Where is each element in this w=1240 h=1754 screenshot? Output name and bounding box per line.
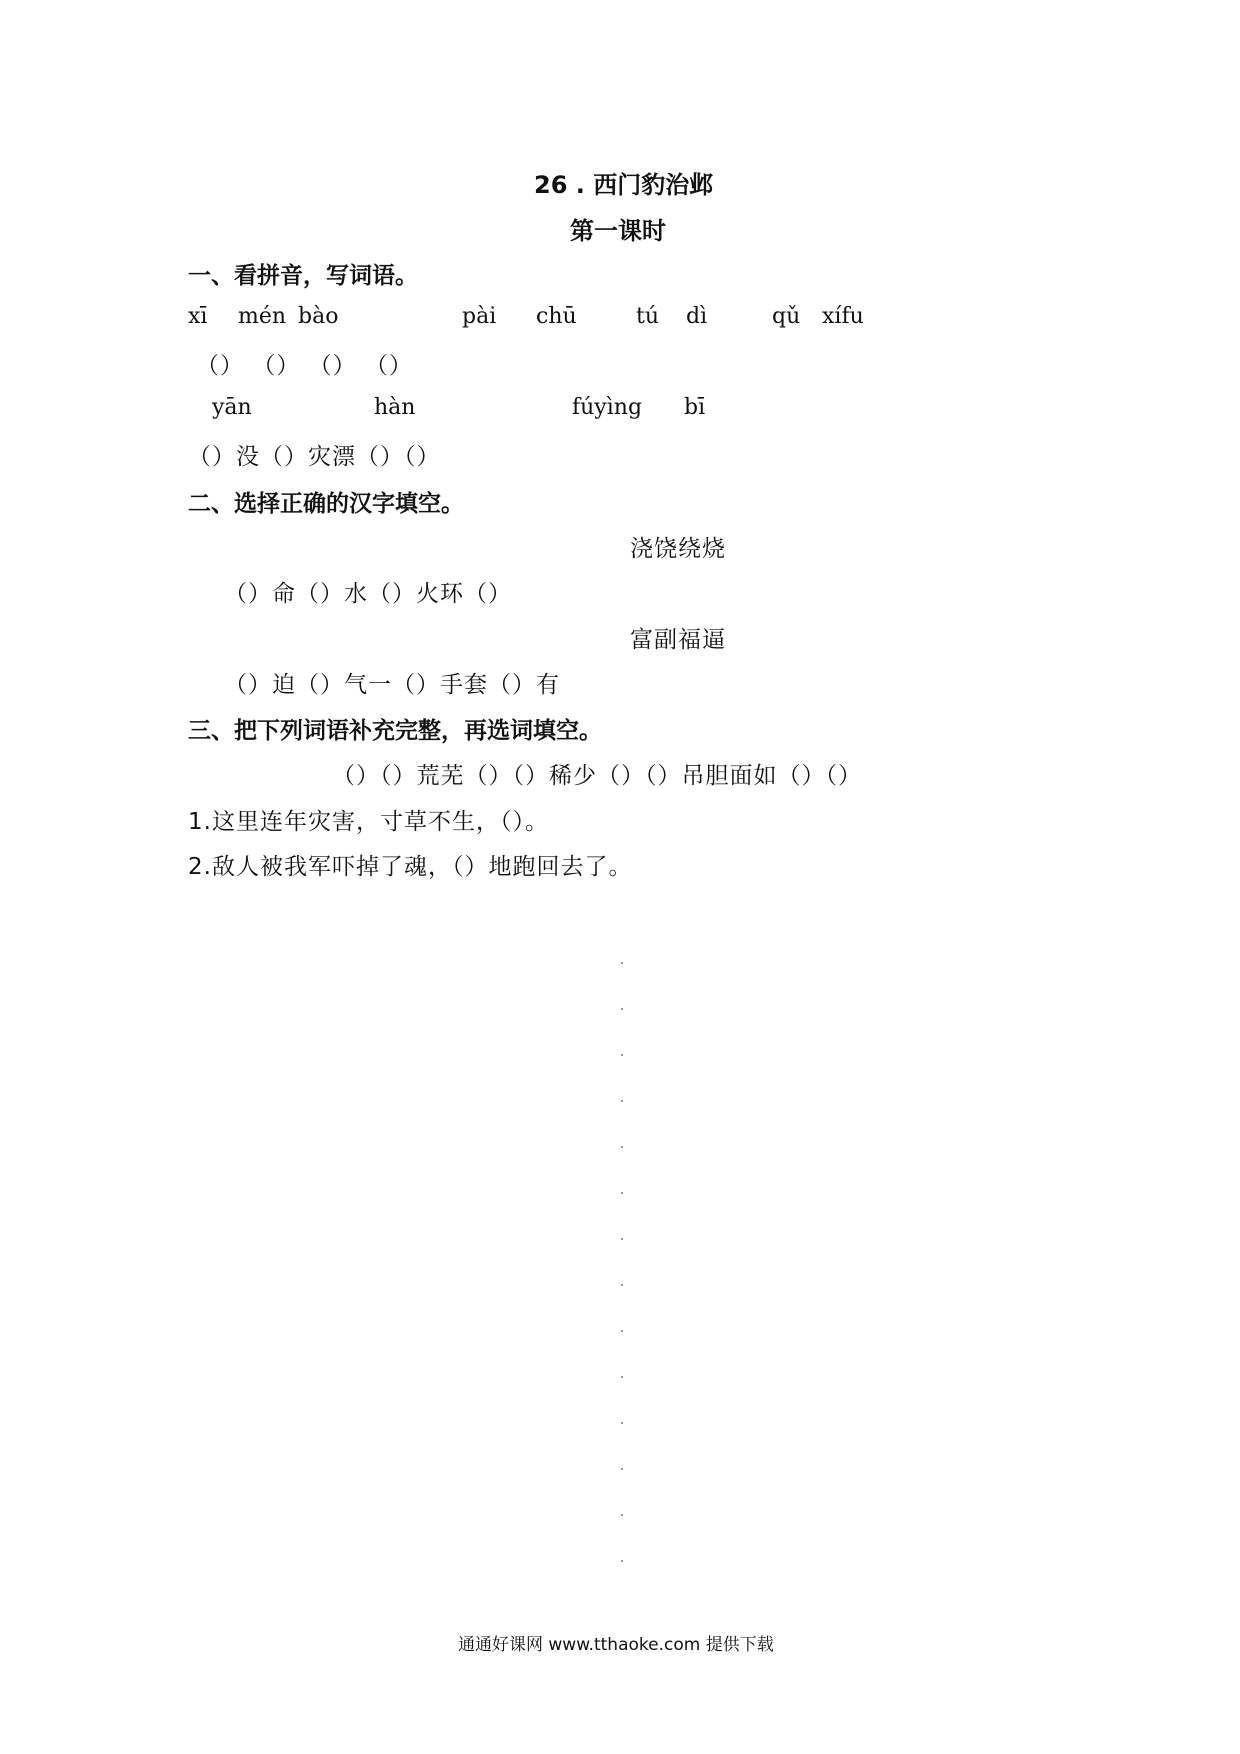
divider-dot	[621, 1468, 623, 1470]
divider-dot	[621, 1238, 623, 1240]
pinyin-yan: yān	[212, 395, 252, 420]
divider-dot	[621, 1422, 623, 1424]
option-group-1: 浇饶绕烧	[630, 536, 726, 562]
pinyin-xi: xī	[188, 304, 208, 329]
pinyin-xifu: xífu	[822, 304, 864, 329]
option-group-2: 富副福逼	[630, 627, 726, 653]
divider-dot	[621, 1514, 623, 1516]
divider-dot	[621, 962, 623, 964]
divider-dot	[621, 1376, 623, 1378]
divider-dot	[621, 1146, 623, 1148]
question-2: 2.敌人被我军吓掉了魂，（）地跑回去了。	[188, 854, 633, 880]
divider-dot	[621, 1008, 623, 1010]
pinyin-men: mén	[238, 304, 287, 329]
pinyin-fuying: fúyìng	[572, 395, 643, 420]
section-3-heading: 三、把下列词语补充完整，再选词填空。	[188, 718, 602, 744]
blanks-row-1: （） （） （） （）	[196, 353, 413, 379]
divider-dot	[621, 1100, 623, 1102]
question-1: 1.这里连年灾害，寸草不生，（）。	[188, 809, 549, 835]
pinyin-bao: bào	[298, 304, 339, 329]
page-title: 26 . 西门豹治邺	[534, 171, 714, 199]
footer-credit: 通通好课网 www.tthaoke.com 提供下载	[458, 1635, 774, 1655]
divider-dot	[621, 1560, 623, 1562]
blanks-row-2: （）没（）灾漂（）（）	[188, 444, 441, 470]
pinyin-di: dì	[686, 304, 708, 329]
pinyin-bi: bī	[684, 395, 706, 420]
pinyin-han: hàn	[374, 395, 416, 420]
divider-dot	[621, 1192, 623, 1194]
page-subtitle: 第一课时	[570, 217, 666, 245]
pinyin-qu: qǔ	[772, 304, 801, 329]
pinyin-chu: chū	[536, 304, 577, 329]
divider-dot	[621, 1054, 623, 1056]
divider-dot	[621, 1284, 623, 1286]
idiom-words-line: （）（）荒芜（）（）稀少（）（）吊胆面如（）（）	[332, 763, 862, 789]
divider-dot	[621, 1330, 623, 1332]
section-1-heading: 一、看拼音，写词语。	[188, 263, 418, 289]
section-2-heading: 二、选择正确的汉字填空。	[188, 491, 464, 517]
fill-line-2: （）迫（）气一（）手套（）有	[224, 672, 560, 698]
pinyin-pai: pài	[462, 304, 497, 329]
fill-line-1: （）命（）水（）火环（）	[224, 581, 512, 607]
pinyin-tu: tú	[636, 304, 660, 329]
